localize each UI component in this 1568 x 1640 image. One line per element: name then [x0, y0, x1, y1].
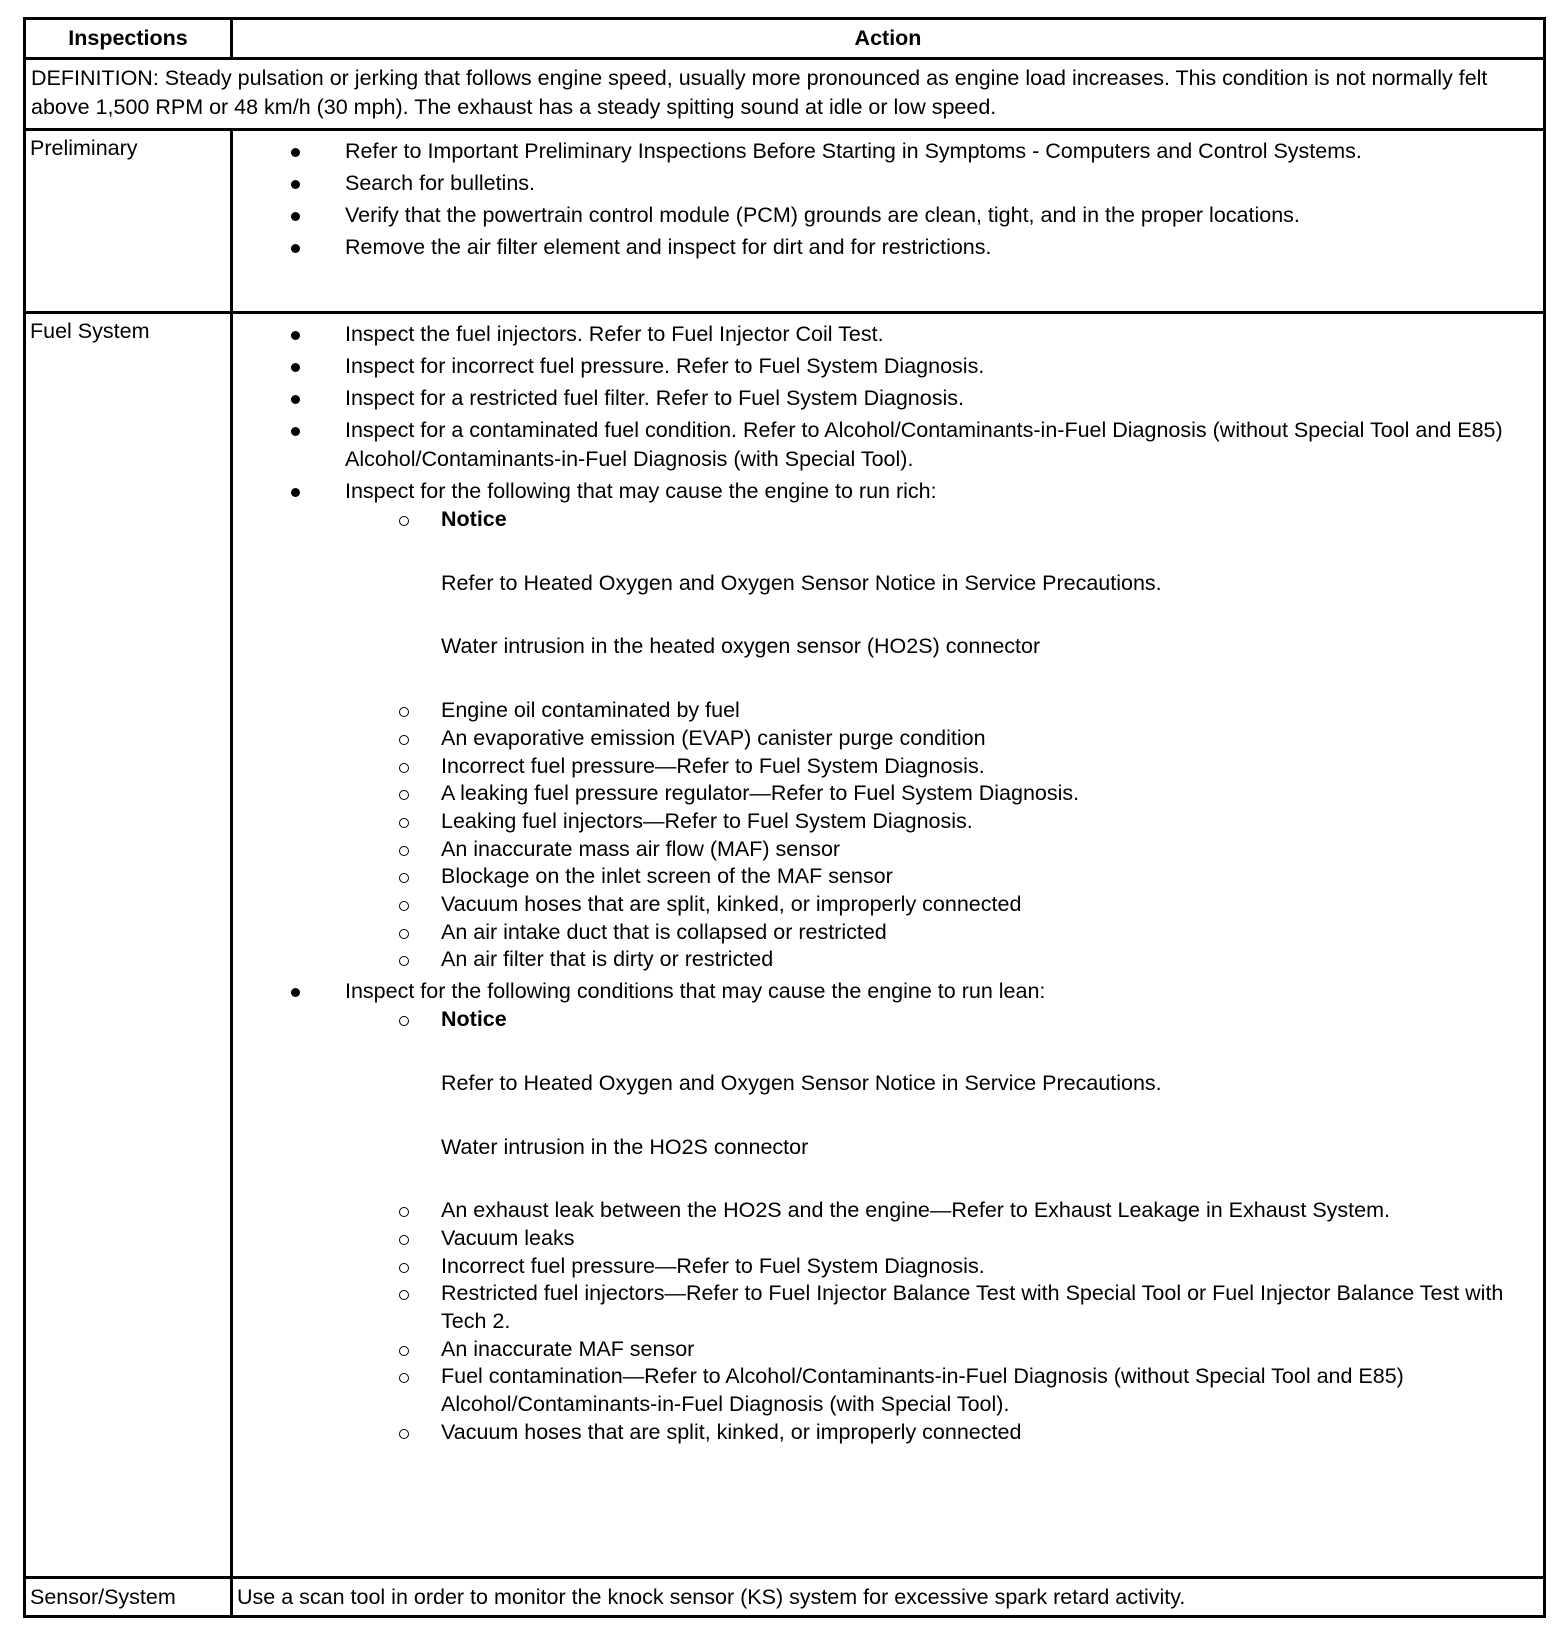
list-item: Remove the air filter element and inspect for dirt and for restrictions.: [237, 233, 1539, 262]
list-item: Inspect for a restricted fuel filter. Refer to Fuel System Diagnosis.: [237, 384, 1539, 413]
sensor-action: Use a scan tool in order to monitor the knock sensor (KS) system for excessive spark retard activity.: [232, 1578, 1545, 1617]
inspection-table: [23, 17, 1546, 1618]
list-item: Inspect the fuel injectors. Refer to Fuel Injector Coil Test.: [237, 320, 1539, 349]
notice-text: Water intrusion in the HO2S connector: [441, 1134, 809, 1159]
inspection-label: Fuel System: [30, 319, 150, 343]
lean-heading: Inspect for the following conditions that may cause the engine to run lean:: [345, 979, 1046, 1004]
sub-item: Vacuum hoses that are split, kinked, or improperly connected: [345, 891, 1539, 919]
rich-sublist: [345, 506, 1539, 974]
sub-item: An air filter that is dirty or restricted: [345, 946, 1539, 974]
list-item-rich: [237, 477, 1539, 974]
list-item: Verify that the powertrain control module (PCM) grounds are clean, tight, and in the proper locations.: [237, 201, 1539, 230]
definition-row: [25, 59, 1545, 130]
fuel-list: [237, 314, 1539, 1447]
list-item: Inspect for a contaminated fuel condition. Refer to Alcohol/Contaminants-in-Fuel Diagnosis (without Special Tool and E85) Alcohol/Contaminants-in-Fuel Diagnosis (with Special Tool).: [237, 416, 1539, 474]
header-inspections: Inspections: [25, 19, 232, 59]
definition-text: DEFINITION: Steady pulsation or jerking that follows engine speed, usually more pronounced as engine load increases. This condition is not normally felt above 1,500 RPM or 48 km/h (30 mph). The exhaust has a steady spitting sound at idle or low speed.: [25, 59, 1545, 130]
sub-item: An evaporative emission (EVAP) canister purge condition: [345, 725, 1539, 753]
table-row: [25, 130, 1545, 313]
sub-item: Leaking fuel injectors—Refer to Fuel System Diagnosis.: [345, 808, 1539, 836]
rich-heading: Inspect for the following that may cause the engine to run rich:: [345, 479, 937, 503]
list-item: Inspect for incorrect fuel pressure. Refer to Fuel System Diagnosis.: [237, 352, 1539, 381]
list-item: Search for bulletins.: [237, 169, 1539, 198]
sub-item: Engine oil contaminated by fuel: [345, 697, 1539, 725]
inspection-label: Sensor/System: [25, 1578, 232, 1617]
sub-item: Incorrect fuel pressure—Refer to Fuel System Diagnosis.: [345, 753, 1539, 781]
sub-item: An air intake duct that is collapsed or restricted: [345, 919, 1539, 947]
table-row: [25, 313, 1545, 1578]
sub-item: Vacuum hoses that are split, kinked, or improperly connected: [345, 1419, 1539, 1447]
notice-text: Refer to Heated Oxygen and Oxygen Sensor Notice in Service Precautions.: [441, 570, 1162, 595]
table-row: [25, 1578, 1545, 1617]
sub-item: A leaking fuel pressure regulator—Refer to Fuel System Diagnosis.: [345, 780, 1539, 808]
inspection-label: Preliminary: [30, 136, 138, 160]
sub-item: Restricted fuel injectors—Refer to Fuel Injector Balance Test with Special Tool or Fuel Injector Balance Test with Tech 2.: [345, 1280, 1539, 1335]
notice-text: Refer to Heated Oxygen and Oxygen Sensor Notice in Service Precautions.: [441, 1070, 1162, 1095]
header-row: [25, 19, 1545, 59]
notice-item: [345, 1006, 1539, 1161]
notice-title: Notice: [441, 507, 507, 531]
sub-item: Incorrect fuel pressure—Refer to Fuel System Diagnosis.: [345, 1253, 1539, 1281]
notice-text: Water intrusion in the heated oxygen sensor (HO2S) connector: [441, 634, 1041, 659]
notice-title: Notice: [441, 1007, 507, 1032]
sub-item: An exhaust leak between the HO2S and the engine—Refer to Exhaust Leakage in Exhaust System.: [345, 1197, 1539, 1225]
sub-item: An inaccurate mass air flow (MAF) sensor: [345, 836, 1539, 864]
sub-item: Fuel contamination—Refer to Alcohol/Contaminants-in-Fuel Diagnosis (without Special Tool and E85) Alcohol/Contaminants-in-Fuel Diagnosis (with Special Tool).: [345, 1363, 1539, 1418]
lean-sublist: [345, 1006, 1539, 1446]
sub-item: Blockage on the inlet screen of the MAF sensor: [345, 863, 1539, 891]
list-item-lean: [237, 977, 1539, 1446]
notice-item: [345, 506, 1539, 661]
preliminary-list: [237, 131, 1539, 262]
header-action: Action: [232, 19, 1545, 59]
sub-item: An inaccurate MAF sensor: [345, 1336, 1539, 1364]
list-item: Refer to Important Preliminary Inspections Before Starting in Symptoms - Computers and Control Systems.: [237, 137, 1539, 166]
sub-item: Vacuum leaks: [345, 1225, 1539, 1253]
